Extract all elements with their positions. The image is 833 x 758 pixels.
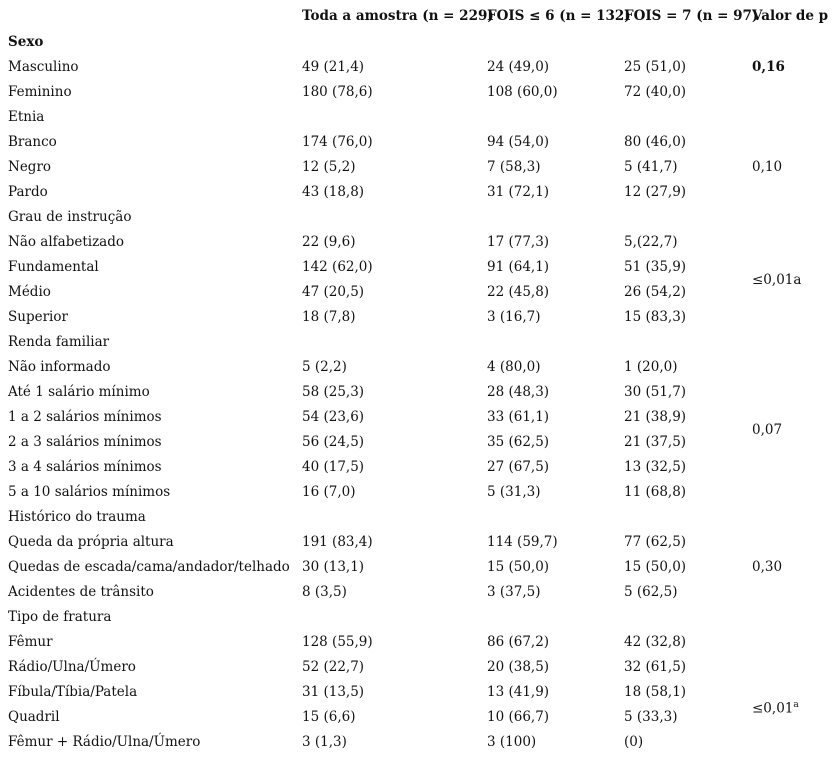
cell-fois-le6: 7 (58,3) — [487, 159, 541, 175]
cell-fois-le6: 4 (80,0) — [487, 359, 541, 375]
cell-fois-le6: 27 (67,5) — [487, 459, 550, 475]
cell-fois-le6: 24 (49,0) — [487, 59, 550, 75]
row-label: Grau de instrução — [8, 209, 132, 225]
table-row — [0, 558, 833, 583]
cell-total: 18 (7,8) — [302, 309, 356, 325]
cell-total: 31 (13,5) — [302, 684, 365, 700]
cell-fois-7: 5 (62,5) — [624, 584, 678, 600]
cell-fois-le6: 108 (60,0) — [487, 84, 558, 100]
cell-total: 5 (2,2) — [302, 359, 347, 375]
cell-fois-le6: 91 (64,1) — [487, 259, 550, 275]
table-row — [0, 633, 833, 658]
cell-total: 43 (18,8) — [302, 184, 365, 200]
cell-fois-7: 15 (83,3) — [624, 309, 687, 325]
row-label: Fêmur — [8, 634, 53, 650]
row-label: Etnia — [8, 109, 45, 125]
cell-fois-7: 80 (46,0) — [624, 134, 687, 150]
cell-total: 56 (24,5) — [302, 434, 365, 450]
table-row — [0, 283, 833, 308]
row-label: Quadril — [8, 709, 60, 725]
cell-total: 191 (83,4) — [302, 534, 373, 550]
table-row — [0, 258, 833, 283]
row-label: 1 a 2 salários mínimos — [8, 409, 162, 425]
cell-fois-7: 5 (33,3) — [624, 709, 678, 725]
header-total: Toda a amostra (n = 229) — [302, 8, 494, 24]
row-label: Acidentes de trânsito — [8, 584, 154, 600]
cell-fois-7: 77 (62,5) — [624, 534, 687, 550]
p-value — [752, 421, 782, 439]
cell-fois-le6: 15 (50,0) — [487, 559, 550, 575]
table-row — [0, 733, 833, 758]
cell-fois-7: 15 (50,0) — [624, 559, 687, 575]
table-row — [0, 58, 833, 83]
table-row — [0, 533, 833, 558]
p-value-text: 0,30 — [752, 559, 783, 575]
table-row — [0, 108, 833, 133]
table-row — [0, 508, 833, 533]
p-value-footnote-mark: a — [793, 699, 799, 710]
cell-total: 58 (25,3) — [302, 384, 365, 400]
cell-total: 52 (22,7) — [302, 659, 365, 675]
row-label: Pardo — [8, 184, 48, 200]
cell-fois-le6: 17 (77,3) — [487, 234, 550, 250]
table-row — [0, 158, 833, 183]
header-fois-7: FOIS = 7 (n = 97) — [624, 8, 759, 24]
row-label: Fêmur + Rádio/Ulna/Úmero — [8, 734, 201, 750]
table-row — [0, 333, 833, 358]
cell-fois-le6: 20 (38,5) — [487, 659, 550, 675]
p-value-text: 0,10 — [752, 159, 783, 175]
row-label: Feminino — [8, 84, 72, 100]
table-row — [0, 383, 833, 408]
cell-fois-7: 5,(22,7) — [624, 234, 678, 250]
cell-fois-le6: 28 (48,3) — [487, 384, 550, 400]
row-label: Não alfabetizado — [8, 234, 124, 250]
table-row — [0, 608, 833, 633]
row-label: 2 a 3 salários mínimos — [8, 434, 162, 450]
row-label: Masculino — [8, 59, 79, 75]
cell-fois-7: (0) — [624, 734, 644, 750]
row-label: Fíbula/Tíbia/Patela — [8, 684, 138, 700]
table-row — [0, 308, 833, 333]
table-row — [0, 583, 833, 608]
cell-fois-le6: 13 (41,9) — [487, 684, 550, 700]
table-row — [0, 408, 833, 433]
p-value — [752, 696, 799, 718]
cell-fois-7: 18 (58,1) — [624, 684, 687, 700]
cell-fois-7: 11 (68,8) — [624, 484, 687, 500]
table-row — [0, 233, 833, 258]
p-value-text: ≤0,01 — [752, 700, 794, 716]
table-row — [0, 483, 833, 508]
cell-fois-le6: 35 (62,5) — [487, 434, 550, 450]
cell-fois-le6: 3 (100) — [487, 734, 537, 750]
row-label: Renda familiar — [8, 334, 110, 350]
header-fois-le6: FOIS ≤ 6 (n = 132) — [487, 8, 631, 24]
cell-fois-le6: 10 (66,7) — [487, 709, 550, 725]
cell-total: 15 (6,6) — [302, 709, 356, 725]
cell-fois-le6: 114 (59,7) — [487, 534, 558, 550]
cell-total: 22 (9,6) — [302, 234, 356, 250]
cell-total: 142 (62,0) — [302, 259, 373, 275]
row-label: Rádio/Ulna/Úmero — [8, 659, 136, 675]
table-row — [0, 33, 833, 58]
cell-fois-le6: 3 (16,7) — [487, 309, 541, 325]
row-label: Fundamental — [8, 259, 99, 275]
p-value-text: 0,16 — [752, 59, 785, 75]
cell-fois-7: 12 (27,9) — [624, 184, 687, 200]
cell-total: 16 (7,0) — [302, 484, 356, 500]
row-label: Até 1 salário mínimo — [8, 384, 150, 400]
cell-total: 40 (17,5) — [302, 459, 365, 475]
p-value-text: 0,07 — [752, 421, 783, 438]
cell-fois-7: 21 (37,5) — [624, 434, 687, 450]
table-row — [0, 433, 833, 458]
table-row — [0, 83, 833, 108]
cell-total: 12 (5,2) — [302, 159, 356, 175]
cell-fois-7: 25 (51,0) — [624, 59, 687, 75]
cell-fois-le6: 94 (54,0) — [487, 134, 550, 150]
table-row — [0, 708, 833, 733]
row-label: Sexo — [8, 34, 44, 50]
cell-fois-7: 26 (54,2) — [624, 284, 687, 300]
p-value — [752, 158, 782, 176]
p-value — [752, 558, 782, 576]
cell-total: 30 (13,1) — [302, 559, 365, 575]
cell-fois-7: 1 (20,0) — [624, 359, 678, 375]
row-label: Tipo de fratura — [8, 609, 112, 625]
cell-total: 3 (1,3) — [302, 734, 347, 750]
header-p-value: Valor de p — [752, 8, 829, 24]
cell-total: 180 (78,6) — [302, 84, 373, 100]
cell-total: 49 (21,4) — [302, 59, 365, 75]
row-label: Quedas de escada/cama/andador/telhado — [8, 559, 290, 575]
table-row — [0, 458, 833, 483]
cell-total: 128 (55,9) — [302, 634, 373, 650]
p-value — [752, 271, 801, 289]
cell-fois-le6: 3 (37,5) — [487, 584, 541, 600]
row-label: Não informado — [8, 359, 111, 375]
table-row — [0, 183, 833, 208]
p-value — [752, 58, 785, 76]
row-label: Histórico do trauma — [8, 509, 146, 525]
table-row — [0, 358, 833, 383]
cell-total: 8 (3,5) — [302, 584, 347, 600]
table-row — [0, 658, 833, 683]
row-label: 3 a 4 salários mínimos — [8, 459, 162, 475]
cell-total: 54 (23,6) — [302, 409, 365, 425]
row-label: 5 a 10 salários mínimos — [8, 484, 171, 500]
p-value-text: ≤0,01a — [752, 271, 802, 288]
cell-fois-7: 5 (41,7) — [624, 159, 678, 175]
table-row — [0, 683, 833, 708]
table-row — [0, 133, 833, 158]
cell-fois-le6: 86 (67,2) — [487, 634, 550, 650]
cell-fois-le6: 31 (72,1) — [487, 184, 550, 200]
cell-fois-7: 42 (32,8) — [624, 634, 687, 650]
row-label: Negro — [8, 159, 52, 175]
cell-fois-le6: 5 (31,3) — [487, 484, 541, 500]
row-label: Queda da própria altura — [8, 534, 174, 550]
cell-fois-7: 30 (51,7) — [624, 384, 687, 400]
cell-fois-7: 32 (61,5) — [624, 659, 687, 675]
row-label: Branco — [8, 134, 57, 150]
table-row — [0, 208, 833, 233]
cell-total: 47 (20,5) — [302, 284, 365, 300]
cell-fois-le6: 33 (61,1) — [487, 409, 550, 425]
row-label: Médio — [8, 284, 51, 300]
row-label: Superior — [8, 309, 68, 325]
cell-fois-7: 51 (35,9) — [624, 259, 687, 275]
cell-fois-7: 13 (32,5) — [624, 459, 687, 475]
cell-total: 174 (76,0) — [302, 134, 373, 150]
cell-fois-7: 72 (40,0) — [624, 84, 687, 100]
cell-fois-7: 21 (38,9) — [624, 409, 687, 425]
cell-fois-le6: 22 (45,8) — [487, 284, 550, 300]
